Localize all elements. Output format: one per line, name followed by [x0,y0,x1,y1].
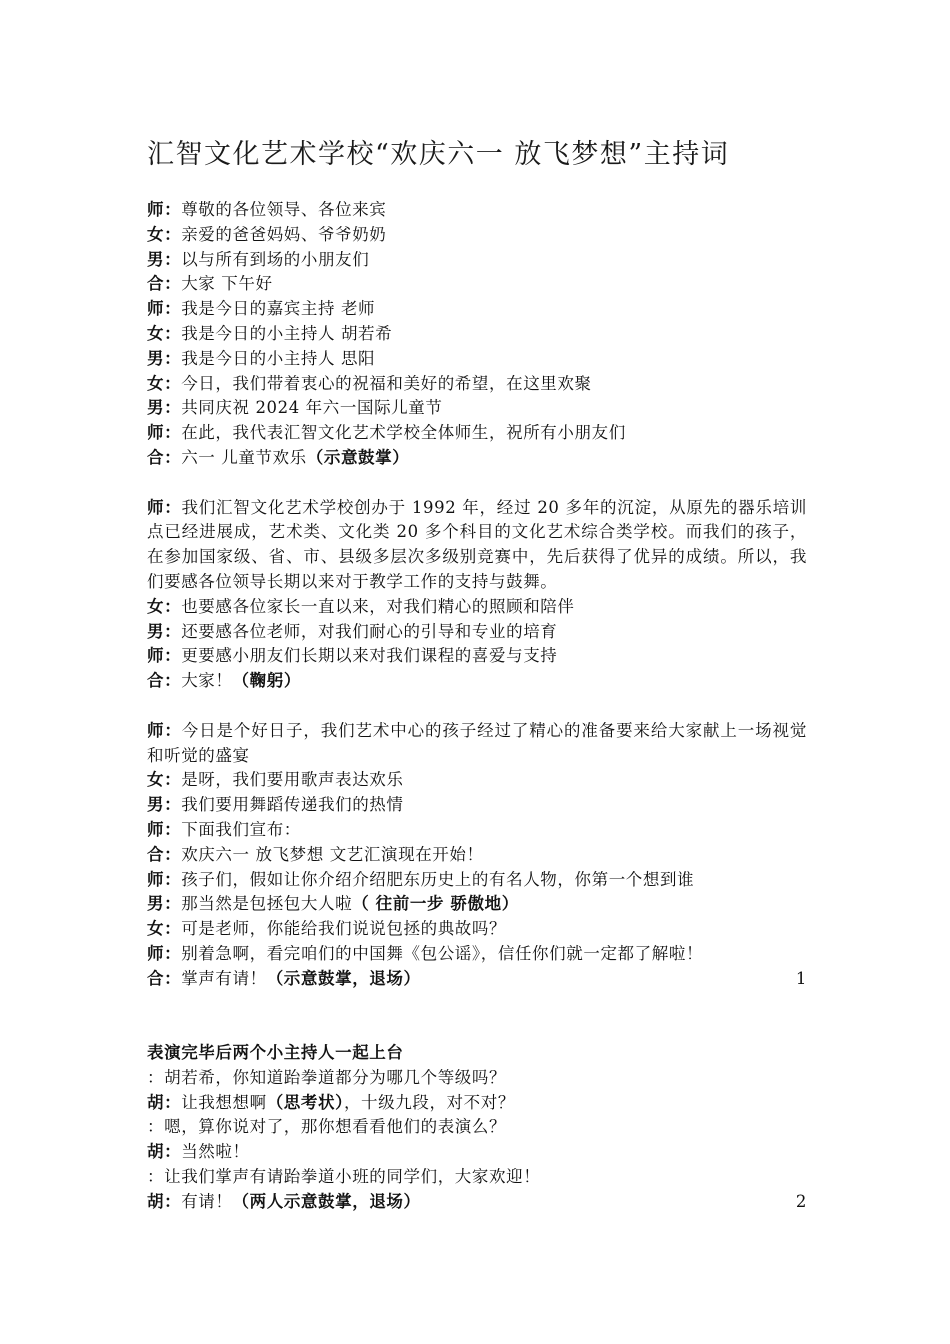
dialogue-text: 今日，我们带着衷心的祝福和美好的希望，在这里欢聚 [181,373,592,393]
dialogue-text: 孩子们，假如让你介绍介绍肥东历史上的有名人物，你第一个想到谁 [181,869,695,889]
dialogue-line [147,272,807,297]
section-announcement [147,719,807,992]
speaker-label: 女： [147,770,182,790]
speaker-label: 胡： [147,1142,182,1162]
dialogue-line [147,843,807,868]
dialogue-line [147,868,807,893]
speaker-label: 女： [147,373,182,393]
dialogue-text: 让我们掌声有请跆拳道小班的同学们，大家欢迎！ [164,1167,541,1187]
dialogue-text: 我是今日的嘉宾主持 老师 [181,299,376,319]
dialogue-line [147,322,807,347]
dialogue-line [147,1091,807,1116]
dialogue-text: 我们汇智文化艺术学校创办于 1992 年，经过 20 多年的沉淀，从原先的器乐培训点已经进展成，艺术类、文化类 20 多个科目的文化艺术综合类学校。而我们的孩子，在参加国家级、省、市、县级多层次多级别竞赛中，先后获得了优异的成绩。所以，我们要感各位领导长期以来对于教学工作的支持与鼓舞。 [147,497,807,591]
dialogue-text: 在此，我代表汇智文化艺术学校全体师生，祝所有小朋友们 [181,423,626,443]
speaker-label: 师： [147,869,182,889]
speaker-label: 师： [147,200,182,219]
dialogue-text: 我是今日的小主持人 胡若希 [181,323,393,343]
dialogue-line [147,248,807,273]
dialogue-line [147,669,807,694]
speaker-label: 男： [147,795,182,815]
dialogue-text: 共同庆祝 2024 年六一国际儿童节 [181,398,443,418]
dialogue-text: 也要感各位家长一直以来，对我们精心的照顾和陪伴 [181,596,575,616]
dialogue-line [147,421,807,446]
page-number: 1 [795,968,807,988]
speaker-label: ： [147,1067,165,1087]
speaker-label: 男： [147,348,182,368]
dialogue-line [147,620,807,645]
dialogue-text: 有请！ [181,1191,233,1211]
dialogue-line [147,396,807,421]
dialogue-text: 以与所有到场的小朋友们 [181,249,370,269]
dialogue-line [147,644,807,669]
document-title: 汇智文化艺术学校“欢庆六一 放飞梦想”主持词 [147,139,730,170]
speaker-label: 女： [147,224,182,244]
speaker-label: 合： [147,274,182,294]
dialogue-text: 我们要用舞蹈传递我们的热情 [181,795,404,815]
speaker-label: 合： [147,671,182,691]
dialogue-text: 亲爱的爸爸妈妈、爷爷奶奶 [181,224,387,244]
speaker-label: 男： [147,621,182,641]
speaker-label: 胡： [147,1092,182,1112]
speaker-label: ： [147,1117,165,1137]
dialogue-text: 嗯，算你说对了，那你想看看他们的表演么？ [164,1117,507,1137]
dialogue-text: 六一 儿童节欢乐 [181,447,307,467]
section-taekwondo [147,1066,807,1215]
dialogue-text: 欢庆六一 放飞梦想 文艺汇演现在开始！ [181,844,484,864]
dialogue-line [147,793,807,818]
dialogue-text: 更要感小朋友们长期以来对我们课程的喜爱与支持 [181,646,558,666]
page-number: 2 [795,1191,807,1211]
dialogue-line [147,818,807,843]
dialogue-text: 当然啦！ [181,1142,250,1162]
stage-direction: （两人示意鼓掌，退场） [232,1191,421,1211]
speaker-label: 男： [147,398,182,418]
dialogue-line [147,223,807,248]
dialogue-line [147,1165,807,1190]
dialogue-line [147,297,807,322]
dialogue-text: ，十级九段，对不对？ [343,1092,515,1112]
dialogue-text: 尊敬的各位领导、各位来宾 [181,200,387,219]
dialogue-line [147,917,807,942]
dialogue-line [147,967,807,992]
stage-direction: （鞠躬） [232,671,301,691]
dialogue-line [147,1140,807,1165]
stage-direction: （示意鼓掌，退场） [266,968,421,988]
dialogue-text: 我是今日的小主持人 思阳 [181,348,376,368]
speaker-label: 女： [147,323,182,343]
stage-direction: （示意鼓掌） [306,447,410,467]
dialogue-text: 别着急啊，看完咱们的中国舞《包公谣》，信任你们就一定都了解啦！ [181,943,704,963]
speaker-label: 合： [147,844,182,864]
dialogue-line [147,892,807,917]
speaker-label: 合： [147,447,182,467]
stage-direction: （ 往前一步 骄傲地） [352,894,519,914]
speaker-label: 师： [147,646,182,666]
speaker-label: 女： [147,596,182,616]
document-body [147,198,807,1215]
dialogue-text: 让我想想啊 [181,1092,267,1112]
speaker-label: 师： [147,497,182,517]
dialogue-text: 可是老师，你能给我们说说包拯的典故吗？ [181,919,507,939]
speaker-label: 女： [147,919,182,939]
dialogue-line [147,942,807,967]
dialogue-text: 大家 下午好 [181,274,273,294]
dialogue-line [147,446,807,471]
dialogue-text: 今日是个好日子，我们艺术中心的孩子经过了精心的准备要来给大家献上一场视觉和听觉的盛宴 [147,720,808,765]
speaker-label: 师： [147,423,182,443]
stage-direction: （思考状） [266,1092,344,1112]
speaker-label: 胡： [147,1191,182,1211]
dialogue-line [147,496,807,595]
dialogue-line [147,372,807,397]
dialogue-text: 下面我们宣布： [181,819,301,839]
speaker-label: 男： [147,894,182,914]
speaker-label: 师： [147,943,182,963]
section-opening [147,198,807,471]
dialogue-text: 掌声有请！ [181,968,267,988]
speaker-label: 合： [147,968,182,988]
dialogue-text: 大家！ [181,671,233,691]
dialogue-text: 那当然是包拯包大人啦 [181,894,353,914]
dialogue-line [147,198,807,223]
dialogue-line [147,768,807,793]
dialogue-line [147,1190,807,1215]
section-thanks [147,496,807,694]
dialogue-text: 还要感各位老师，对我们耐心的引导和专业的培育 [181,621,558,641]
dialogue-line [147,1115,807,1140]
dialogue-text: 是呀，我们要用歌声表达欢乐 [181,770,404,790]
dialogue-line [147,347,807,372]
dialogue-text: 胡若希，你知道跆拳道都分为哪几个等级吗？ [164,1067,507,1087]
section-heading: 表演完毕后两个小主持人一起上台 [147,1043,404,1063]
dialogue-line [147,595,807,620]
speaker-label: 师： [147,299,182,319]
speaker-label: 师： [147,819,182,839]
dialogue-line [147,719,807,769]
speaker-label: ： [147,1167,165,1187]
speaker-label: 男： [147,249,182,269]
speaker-label: 师： [147,720,182,740]
dialogue-line [147,1066,807,1091]
